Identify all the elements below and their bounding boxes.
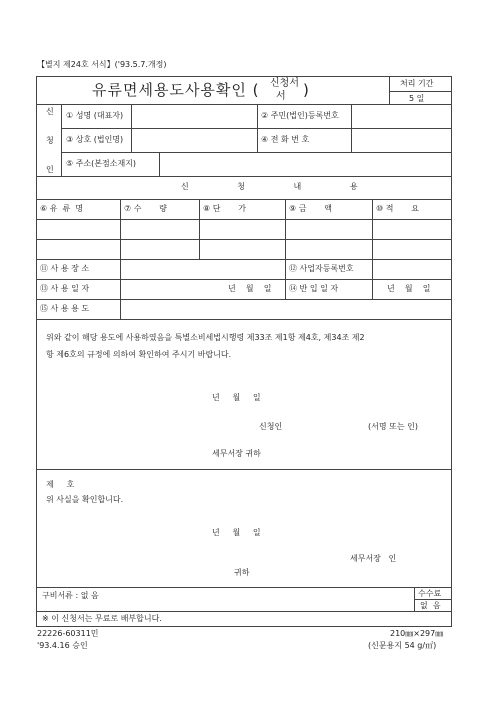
name-label: ① 성명 (대표자) <box>66 111 124 120</box>
applicant-sign-label: 신청인 <box>259 422 283 431</box>
divider <box>36 199 452 200</box>
divider <box>285 199 286 259</box>
use-date-value: 년 월 일 <box>228 284 272 293</box>
divider <box>36 611 452 612</box>
divider <box>36 299 452 300</box>
divider <box>120 199 121 259</box>
divider <box>414 599 452 600</box>
fee-label: 수수료 <box>418 589 442 598</box>
divider <box>36 219 452 220</box>
divider <box>36 279 452 280</box>
divider <box>36 259 452 260</box>
divider <box>257 104 258 152</box>
company-label: ③ 상호 (법인명) <box>66 135 124 144</box>
processing-period-value: 5 일 <box>409 94 425 103</box>
paper-size: 210㎜×297㎜ <box>390 629 444 638</box>
divider <box>36 239 452 240</box>
divider <box>372 259 373 299</box>
divider <box>285 259 286 299</box>
applicant-side-3: 인 <box>46 165 54 174</box>
fee-value: 없 음 <box>420 601 441 610</box>
column-note: ⑩ 적 요 <box>376 204 419 213</box>
form-title: 유류면세용도사용확인 ( <box>92 81 260 99</box>
confirm-addressee: 귀하 <box>234 568 250 577</box>
confirm-number: 제 호 <box>46 480 75 489</box>
approval-date: '93.4.16 승인 <box>37 641 88 650</box>
free-distribution-note: ※ 이 신청서는 무료로 배부합니다. <box>42 614 162 623</box>
column-oil-name: ⑥ 유 류 명 <box>40 204 84 213</box>
confirm-date: 년 월 일 <box>212 528 261 537</box>
statement-line-1: 위와 같이 해당 용도에 사용하였음을 특별소비세법시행령 제33조 제1항 제4호, 제34조 제2 <box>46 333 365 342</box>
statement-addressee: 세무서장 귀하 <box>212 449 261 458</box>
divider <box>159 152 160 176</box>
signature-note: (서명 또는 인) <box>368 422 418 431</box>
applicant-side-2: 청 <box>46 136 54 145</box>
column-quantity: ⑦ 수 량 <box>124 204 167 213</box>
processing-period-label: 처리 기간 <box>400 79 434 88</box>
in-date-label: ⑭ 반 입 일 자 <box>289 284 339 293</box>
request-heading: 신 청 내 용 <box>181 182 368 191</box>
resident-number-label: ② 주민(법인)등록번호 <box>261 111 339 120</box>
divider <box>351 104 352 152</box>
business-reg-label: ⑫ 사업자등록번호 <box>289 264 354 273</box>
divider <box>61 152 452 153</box>
use-purpose-label: ⑮ 사 용 용 도 <box>40 304 90 313</box>
statement-date: 년 월 일 <box>212 393 261 402</box>
applicant-side-1: 신 <box>46 107 54 116</box>
divider <box>389 91 452 92</box>
form-number: 【별지 제24호 서식】('93.5.7.개정) <box>37 60 167 69</box>
tax-office-seal: 세무서장 인 <box>350 554 397 563</box>
divider <box>36 469 452 470</box>
divider <box>372 199 373 259</box>
address-label: ⑤ 주소(본점소재지) <box>66 159 137 168</box>
in-date-value: 년 월 일 <box>387 284 431 293</box>
column-unit-price: ⑧ 단 가 <box>203 204 246 213</box>
divider <box>36 104 452 105</box>
required-docs: 구비서류 : 없 음 <box>42 591 99 600</box>
form-code: 22226-60311민 <box>37 629 99 638</box>
form-title-sub-bottom: 서 <box>276 91 286 102</box>
divider <box>36 319 452 320</box>
statement-line-2: 항 제6호의 규정에 의하여 확인하여 주시기 바랍니다. <box>46 350 232 359</box>
form-title-close: ) <box>303 81 310 99</box>
use-place-label: ⑪ 사 용 장 소 <box>40 264 90 273</box>
divider <box>36 176 452 177</box>
divider <box>120 259 121 319</box>
form-title-sub-top: 신청서 <box>270 78 299 89</box>
divider <box>36 587 452 588</box>
column-amount: ⑨ 금 액 <box>289 204 332 213</box>
confirm-text: 위 사실을 확인합니다. <box>46 495 124 504</box>
phone-label: ④ 전 화 번 호 <box>261 135 310 144</box>
divider <box>61 104 62 176</box>
divider <box>389 76 390 104</box>
divider <box>199 199 200 259</box>
use-date-label: ⑬ 사 용 일 자 <box>40 284 90 293</box>
paper-type: (신문용지 54 g/㎡) <box>368 641 437 650</box>
divider <box>131 104 132 152</box>
